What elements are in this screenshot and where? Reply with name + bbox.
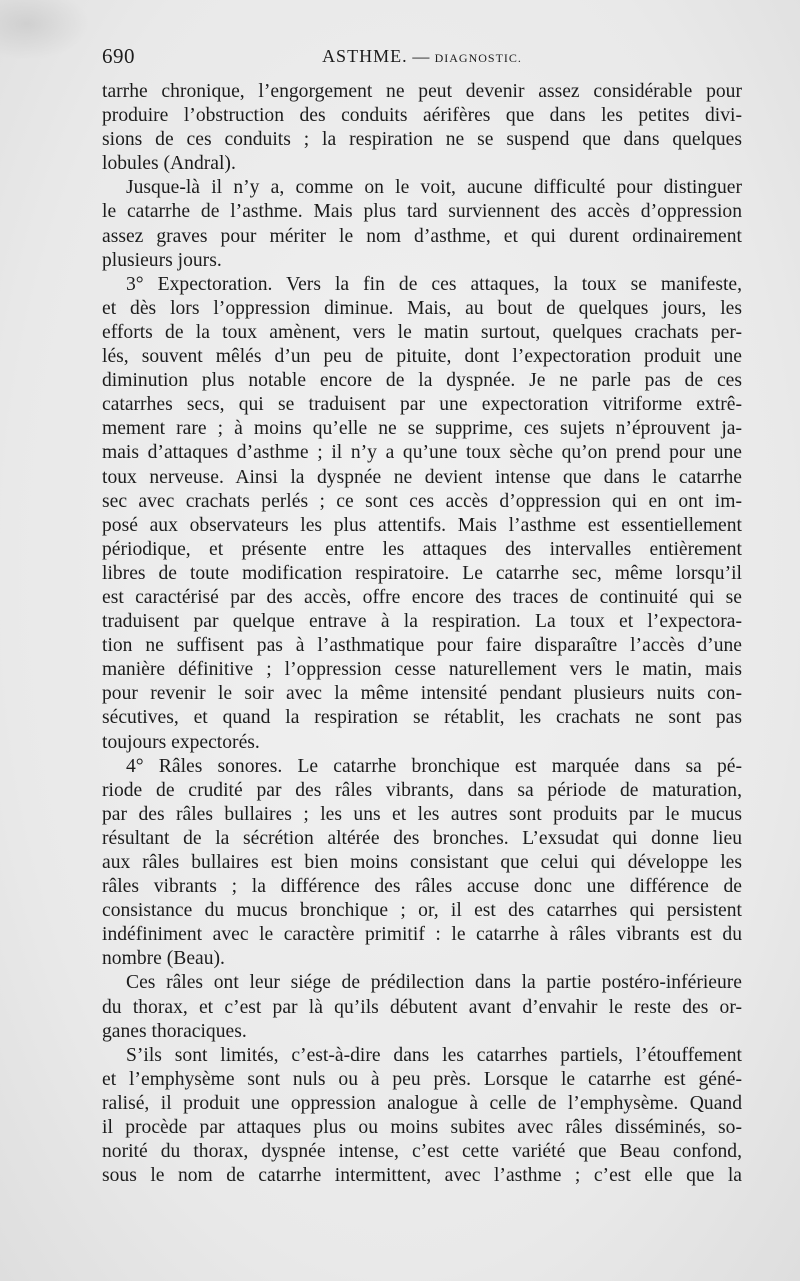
running-title-dash: — xyxy=(412,47,430,66)
text-line: diminution plus notable encore de la dyspnée. Je ne parle pas de ces xyxy=(102,370,742,392)
running-title-sub: DIAGNOSTIC. xyxy=(434,51,522,65)
text-line: tion ne suffisent pas à l’asthmatique pour faire disparaître l’accès d’une xyxy=(102,635,742,657)
text-line: toujours expectorés. xyxy=(102,731,260,753)
text-line: catarrhes secs, qui se traduisent par une expectoration vitriforme extrê- xyxy=(102,394,742,416)
text-line: sions de ces conduits ; la respiration ne se suspend que dans quelques xyxy=(102,129,742,151)
text-line: aux râles bullaires est bien moins consistant que celui qui développe les xyxy=(102,852,742,873)
text-line: indéfiniment avec le caractère primitif : le catarrhe à râles vibrants est du xyxy=(102,924,742,946)
text-line: lobules (Andral). xyxy=(102,153,236,175)
text-line: plusieurs jours. xyxy=(102,249,222,271)
page-number: 690 xyxy=(102,44,135,68)
text-line: mais d’attaques d’asthme ; il n’y a qu’une toux sèche qu’on prend pour une xyxy=(102,442,742,464)
text-line: consistance du mucus bronchique ; or, il est des catarrhes qui persistent xyxy=(102,900,742,922)
text-line: 3° Expectoration. Vers la fin de ces attaques, la toux se manifeste, xyxy=(126,273,742,295)
text-line: efforts de la toux amènent, vers le matin surtout, quelques crachats per- xyxy=(102,321,742,343)
text-line: du thorax, et c’est par là qu’ils débutent avant d’envahir le reste des or- xyxy=(102,996,742,1018)
text-line: périodique, et présente entre les attaques des intervalles entièrement xyxy=(102,538,742,560)
text-line: est caractérisé par des accès, offre encore des traces de continuité qui se xyxy=(102,586,742,608)
text-line: Ces râles ont leur siége de prédilection dans la partie postéro-inférieure xyxy=(126,972,742,994)
text-line: S’ils sont limités, c’est-à-dire dans les catarrhes partiels, l’étouffement xyxy=(126,1044,742,1066)
page-stain xyxy=(0,0,90,60)
text-line: et l’emphysème sont nuls ou à peu près. Lorsque le catarrhe est géné- xyxy=(102,1068,742,1090)
text-line: par des râles bullaires ; les uns et les autres sont produits par le mucus xyxy=(102,803,742,825)
text-line: assez graves pour mériter le nom d’asthme, et qui durent ordinairement xyxy=(102,225,742,247)
text-line: et dès lors l’oppression diminue. Mais, au bout de quelques jours, les xyxy=(102,297,742,319)
text-line: norité du thorax, dyspnée intense, c’est cette variété que Beau confond, xyxy=(102,1141,742,1163)
text-line: lés, souvent mêlés d’un peu de pituite, dont l’expectoration produit une xyxy=(102,346,742,368)
text-line: libres de toute modification respiratoire. Le catarrhe sec, même lorsqu’il xyxy=(102,562,742,584)
text-line: Jusque-là il n’y a, comme on le voit, aucune difficulté pour distinguer xyxy=(126,177,742,199)
text-line: sous le nom de catarrhe intermittent, avec l’asthme ; c’est elle que la xyxy=(102,1165,742,1187)
text-line: mement rare ; à moins qu’elle ne se supprime, ces sujets n’éprouvent ja- xyxy=(102,418,742,440)
page-header xyxy=(102,44,742,74)
running-title xyxy=(102,46,742,67)
text-line: pour revenir le soir avec la même intensité pendant plusieurs nuits con- xyxy=(102,683,742,705)
text-line: manière définitive ; l’oppression cesse naturellement vers le matin, mais xyxy=(102,659,742,681)
text-line: le catarrhe de l’asthme. Mais plus tard surviennent des accès d’oppression xyxy=(102,201,742,223)
text-line: tarrhe chronique, l’engorgement ne peut devenir assez considérable pour xyxy=(102,81,742,102)
text-line: riode de crudité par des râles vibrants, dans sa période de maturation, xyxy=(102,779,742,801)
text-line: 4° Râles sonores. Le catarrhe bronchique est marquée dans sa pé- xyxy=(126,755,742,777)
text-line: ganes thoraciques. xyxy=(102,1020,247,1042)
text-line: il procède par attaques plus ou moins subites avec râles disséminés, so- xyxy=(102,1117,742,1139)
text-line: nombre (Beau). xyxy=(102,948,225,970)
running-title-main: ASTHME. xyxy=(322,46,408,66)
text-line: sec avec crachats perlés ; ce sont ces accès d’oppression qui en ont im- xyxy=(102,490,742,512)
text-line: ralisé, il produit une oppression analogue à celle de l’emphysème. Quand xyxy=(102,1092,742,1114)
text-line: résultant de la sécrétion altérée des bronches. L’exsudat qui donne lieu xyxy=(102,827,742,849)
text-line: toux nerveuse. Ainsi la dyspnée ne devient intense que dans le catarrhe xyxy=(102,466,742,488)
text-line: produire l’obstruction des conduits aérifères que dans les petites divi- xyxy=(102,105,742,127)
text-line: sécutives, et quand la respiration se rétablit, les crachats ne sont pas xyxy=(102,707,742,729)
text-line: posé aux observateurs les plus attentifs. Mais l’asthme est essentiellement xyxy=(102,514,742,536)
body-text xyxy=(102,80,742,1188)
text-line: râles vibrants ; la différence des râles accuse donc une différence de xyxy=(102,876,742,898)
text-line: traduisent par quelque entrave à la respiration. La toux et l’expectora- xyxy=(102,611,742,633)
